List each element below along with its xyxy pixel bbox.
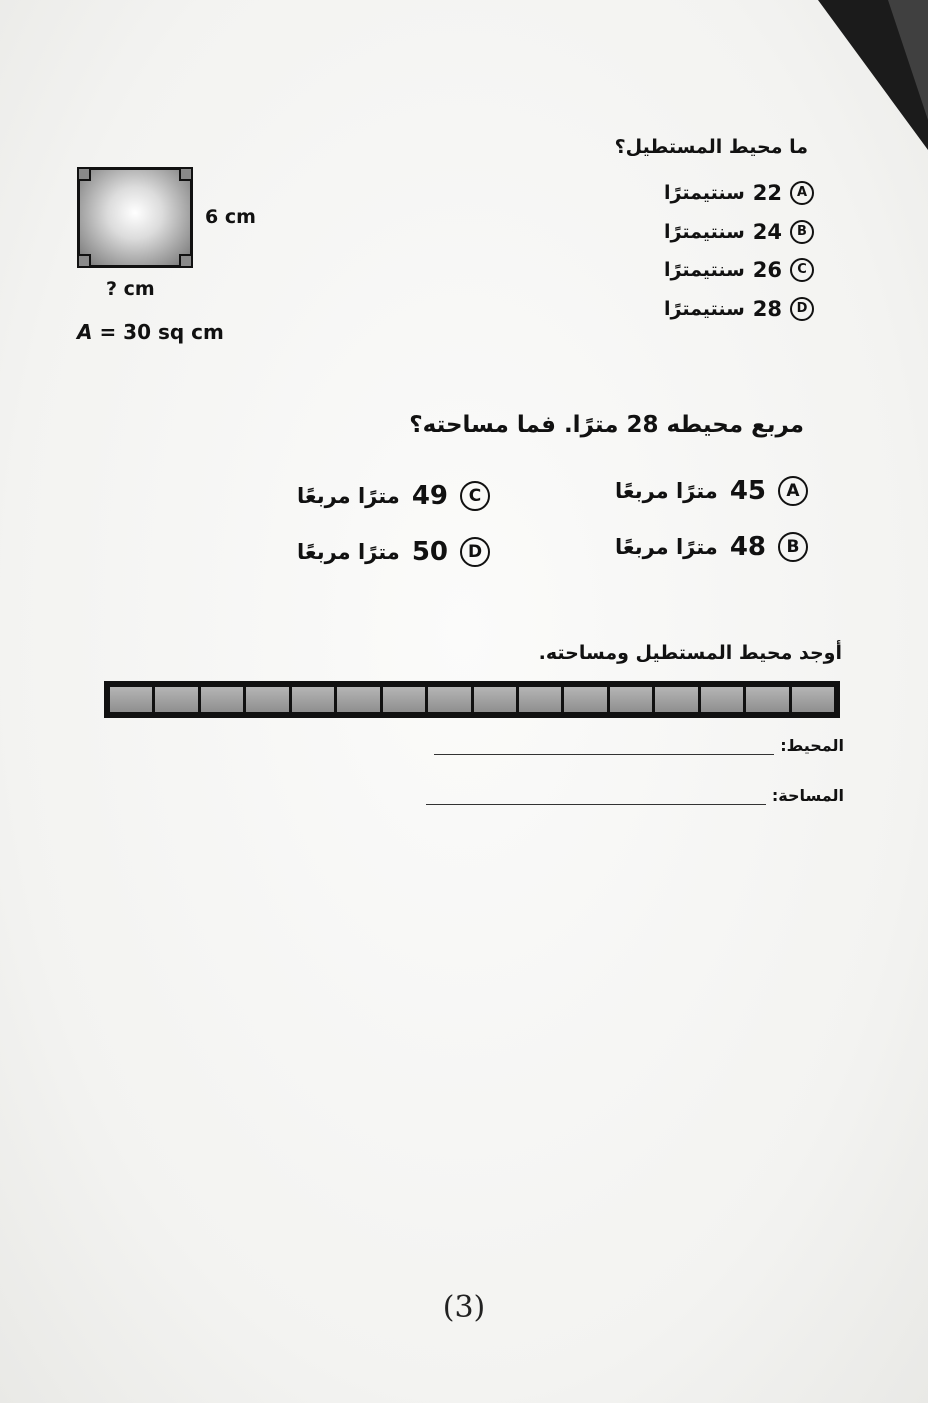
unit-square — [428, 687, 470, 712]
right-angle-marker — [179, 167, 193, 181]
question2-option-a[interactable] — [615, 476, 808, 506]
area-answer-line[interactable] — [426, 794, 766, 805]
unit-square — [564, 687, 606, 712]
question1-option-a[interactable] — [664, 174, 814, 213]
unit-square — [746, 687, 788, 712]
option-unit: مترًا مربعًا — [296, 484, 400, 508]
option-letter-a: A — [790, 181, 814, 205]
area-value: = 30 sq cm — [99, 320, 224, 344]
option-unit: سنتيمترًا — [663, 297, 745, 320]
unit-squares-strip — [104, 681, 840, 718]
option-letter-d: D — [460, 537, 490, 567]
option-letter-c: C — [790, 258, 814, 282]
rectangle-area-label — [77, 320, 224, 344]
question1-prompt: ما محيط المستطيل؟ — [614, 136, 808, 158]
option-value: 28 — [752, 296, 782, 321]
question1-option-c[interactable] — [664, 251, 814, 290]
option-letter-b: B — [790, 220, 814, 244]
rectangle-figure — [77, 167, 193, 268]
option-unit: سنتيمترًا — [663, 220, 745, 243]
option-value: 24 — [752, 219, 782, 244]
unit-square — [201, 687, 243, 712]
scan-corner-shadow-light — [888, 0, 928, 120]
option-value: 45 — [729, 476, 766, 506]
question3-prompt: أوجد محيط المستطيل ومساحته. — [538, 642, 842, 664]
right-angle-marker — [77, 167, 91, 181]
question1-option-d[interactable] — [664, 290, 814, 329]
option-letter-d: D — [790, 297, 814, 321]
option-value: 22 — [752, 181, 782, 206]
unit-square — [292, 687, 334, 712]
option-unit: مترًا مربعًا — [296, 540, 400, 564]
option-letter-a: A — [778, 476, 808, 506]
right-angle-marker — [179, 254, 193, 268]
option-unit: مترًا مربعًا — [614, 535, 718, 559]
question2-option-d[interactable] — [297, 537, 490, 567]
perimeter-label: المحيط: — [780, 736, 844, 755]
option-value: 49 — [411, 481, 448, 511]
rectangle-side-label: 6 cm — [205, 206, 256, 228]
unit-square — [792, 687, 834, 712]
unit-square — [474, 687, 516, 712]
question1-options — [664, 174, 814, 328]
question2-prompt: مربع محيطه 28 مترًا. فما مساحته؟ — [409, 412, 804, 438]
unit-square — [701, 687, 743, 712]
option-unit: مترًا مربعًا — [614, 479, 718, 503]
unit-square — [110, 687, 152, 712]
area-answer-row — [426, 786, 844, 805]
rectangle-bottom-label: ? cm — [106, 278, 155, 300]
unit-square — [655, 687, 697, 712]
option-value: 26 — [752, 258, 782, 283]
question2-option-c[interactable] — [297, 481, 490, 511]
option-letter-c: C — [460, 481, 490, 511]
area-label: المساحة: — [771, 786, 844, 805]
question1-option-b[interactable] — [664, 213, 814, 252]
question2-option-b[interactable] — [615, 532, 808, 562]
unit-square — [383, 687, 425, 712]
option-letter-b: B — [778, 532, 808, 562]
option-value: 48 — [729, 532, 766, 562]
unit-square — [246, 687, 288, 712]
unit-square — [610, 687, 652, 712]
right-angle-marker — [77, 254, 91, 268]
unit-square — [337, 687, 379, 712]
unit-square — [519, 687, 561, 712]
perimeter-answer-row — [434, 736, 844, 755]
area-symbol: A — [77, 320, 93, 344]
unit-square — [155, 687, 197, 712]
option-value: 50 — [411, 537, 448, 567]
page-number: (3) — [442, 1290, 486, 1325]
option-unit: سنتيمترًا — [663, 182, 745, 205]
perimeter-answer-line[interactable] — [434, 744, 774, 755]
option-unit: سنتيمترًا — [663, 259, 745, 282]
